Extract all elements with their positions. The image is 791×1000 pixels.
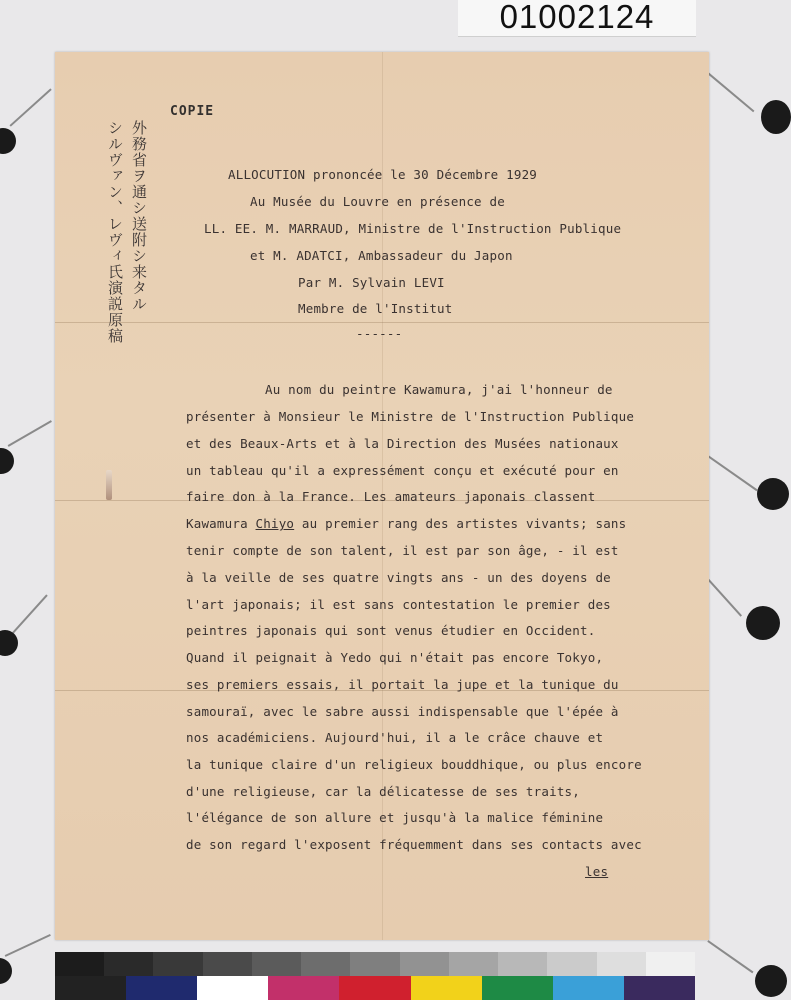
gray-patch xyxy=(547,952,596,976)
gray-patch xyxy=(301,952,350,976)
gray-patch xyxy=(350,952,399,976)
clip-wire xyxy=(708,455,758,491)
body-line: présenter à Monsieur le Ministre de l'Instruction Publique xyxy=(186,409,635,424)
color-patch xyxy=(197,976,268,1000)
archive-id-label: 01002124 xyxy=(458,0,696,37)
binder-clip xyxy=(0,448,14,474)
color-patch-strip xyxy=(55,976,695,1000)
body-line: d'une religieuse, car la délicatesse de ses traits, xyxy=(186,784,581,799)
painter-surname: Kawamura xyxy=(186,516,256,531)
body-line: l'art japonais; il est sans contestation le premier des xyxy=(186,597,611,612)
binder-clip xyxy=(746,606,780,640)
gray-patch xyxy=(104,952,153,976)
body-line: de son regard l'exposent fréquemment dans ses contacts avec xyxy=(186,837,642,852)
gray-patch xyxy=(400,952,449,976)
heading-line-6: Membre de l'Institut xyxy=(298,301,453,316)
clip-wire xyxy=(708,72,755,112)
color-patch xyxy=(339,976,410,1000)
body-line: à la veille de ses quatre vingts ans - un des doyens de xyxy=(186,570,611,585)
gray-patch xyxy=(203,952,252,976)
body-line: samouraï, avec le sabre aussi indispensable que l'épée à xyxy=(186,704,619,719)
copy-stamp: COPIE xyxy=(170,104,215,119)
body-line: Quand il peignait à Yedo qui n'était pas encore Tokyo, xyxy=(186,650,604,665)
painter-given-name: Chiyo xyxy=(255,516,295,531)
gray-patch xyxy=(646,952,695,976)
heading-line-3: LL. EE. M. MARRAUD, Ministre de l'Instruction Publique xyxy=(204,221,622,236)
handwritten-note-line-1: 外務省ヲ通シ送附シ来タル xyxy=(130,120,148,312)
color-calibration-chart xyxy=(55,952,695,1000)
gray-patch xyxy=(498,952,547,976)
body-line: la tunique claire d'un religieux bouddhique, ou plus encore xyxy=(186,757,642,772)
body-line-with-name xyxy=(186,516,626,531)
body-line: nos académiciens. Aujourd'hui, il a le crâce chauve et xyxy=(186,730,604,745)
clip-wire xyxy=(9,594,47,636)
binder-clip xyxy=(755,965,787,997)
gray-patch xyxy=(449,952,498,976)
gray-patch xyxy=(55,952,104,976)
binder-clip xyxy=(757,478,789,510)
color-patch xyxy=(126,976,197,1000)
catchword: les xyxy=(585,864,609,879)
body-line: Au nom du peintre Kawamura, j'ai l'honneur de xyxy=(265,382,613,397)
heading-line-5: Par M. Sylvain LEVI xyxy=(298,275,445,290)
binder-clip xyxy=(0,630,18,656)
binder-clip xyxy=(0,958,12,984)
body-line: et des Beaux-Arts et à la Direction des Musées nationaux xyxy=(186,436,619,451)
gray-scale-strip xyxy=(55,952,695,976)
body-line: peintres japonais qui sont venus étudier en Occident. xyxy=(186,623,596,638)
gray-patch xyxy=(252,952,301,976)
binder-clip xyxy=(761,100,791,134)
heading-line-1: ALLOCUTION prononcée le 30 Décembre 1929 xyxy=(228,167,538,182)
color-patch xyxy=(411,976,482,1000)
body-line: faire don à la France. Les amateurs japonais classent xyxy=(186,489,596,504)
heading-line-2: Au Musée du Louvre en présence de xyxy=(250,194,505,209)
gray-patch xyxy=(153,952,202,976)
clip-wire xyxy=(9,88,51,126)
handwritten-note-line-2: シルヴァン、レヴィ氏演説原稿 xyxy=(106,120,124,344)
clip-wire xyxy=(5,934,51,956)
gray-patch xyxy=(597,952,646,976)
clip-wire xyxy=(708,940,754,973)
body-line: ses premiers essais, il portait la jupe et la tunique du xyxy=(186,677,619,692)
body-line: l'élégance de son allure et jusqu'à la malice féminine xyxy=(186,810,604,825)
clip-wire xyxy=(8,420,52,446)
color-patch xyxy=(553,976,624,1000)
body-line: tenir compte de son talent, il est par son âge, - il est xyxy=(186,543,619,558)
staple-hole xyxy=(106,470,112,500)
body-line: un tableau qu'il a expressément conçu et exécuté pour en xyxy=(186,463,619,478)
body-line-rest: au premier rang des artistes vivants; sans xyxy=(301,516,627,531)
clip-wire xyxy=(707,578,742,616)
color-patch xyxy=(268,976,339,1000)
binder-clip xyxy=(0,128,16,154)
heading-separator: ------ xyxy=(356,326,403,341)
color-patch xyxy=(482,976,553,1000)
color-patch xyxy=(624,976,695,1000)
heading-line-4: et M. ADATCI, Ambassadeur du Japon xyxy=(250,248,513,263)
color-patch xyxy=(55,976,126,1000)
